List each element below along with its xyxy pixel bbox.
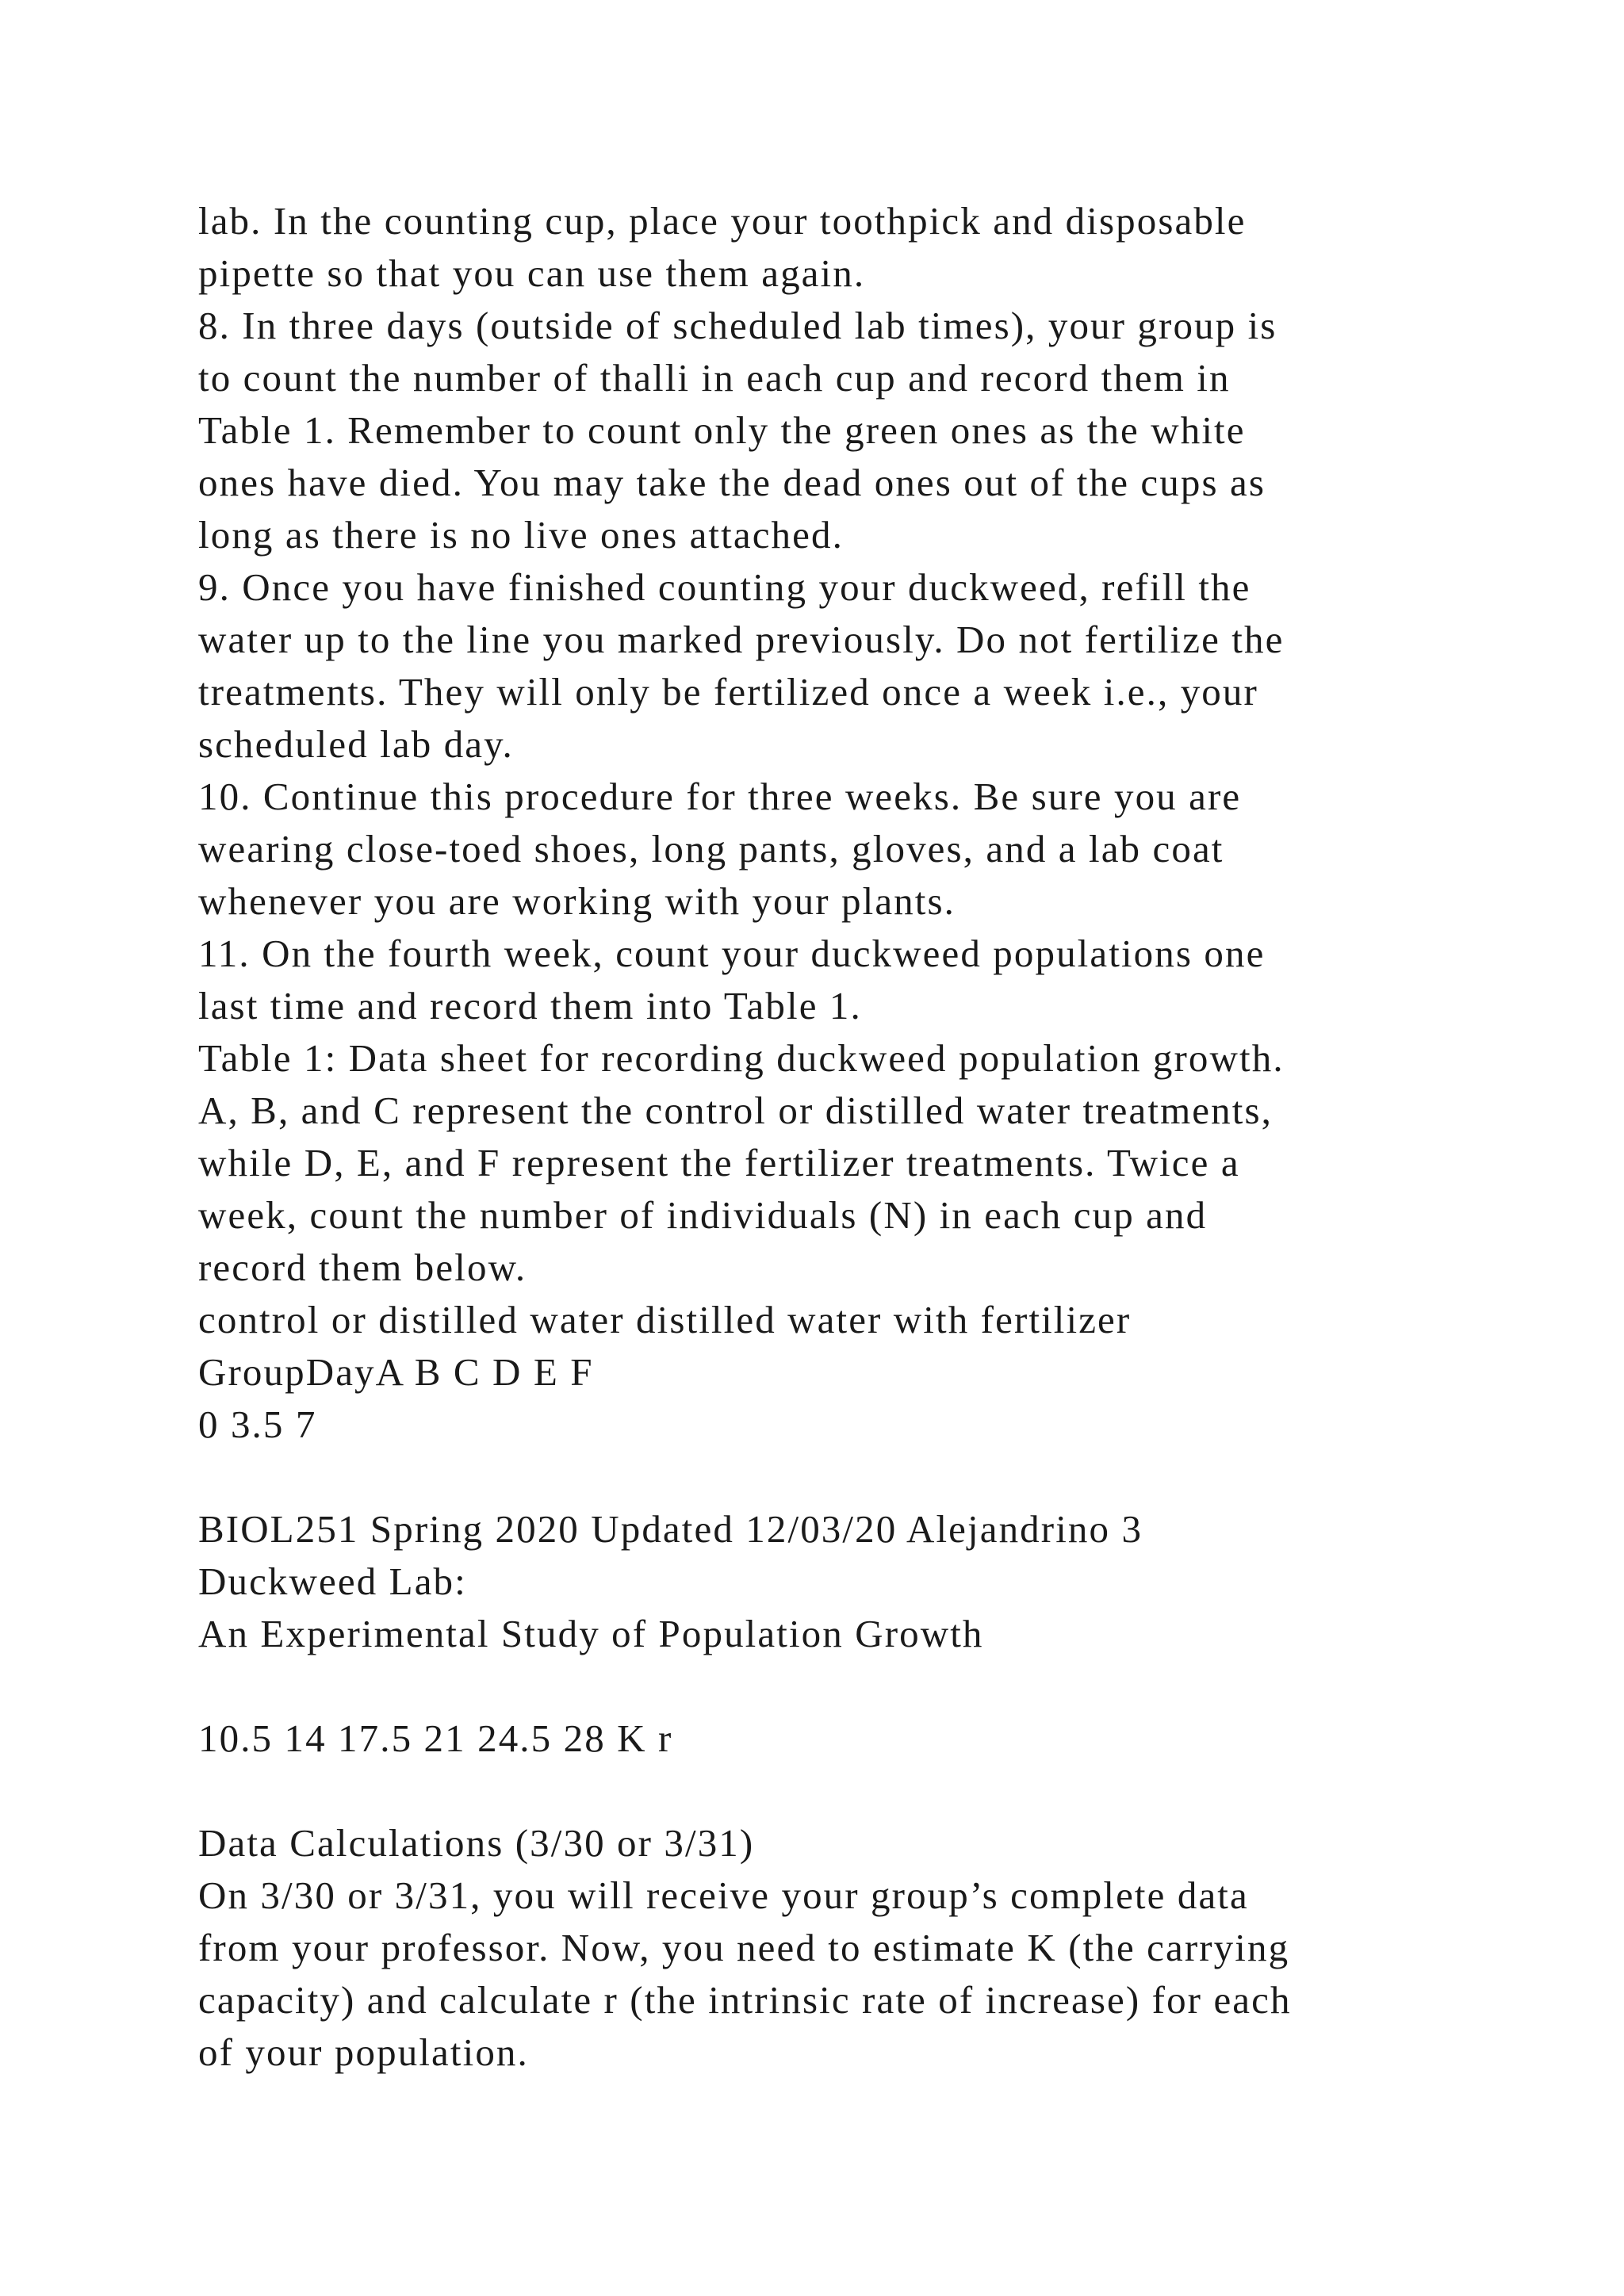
text-line: 10. Continue this procedure for three weeks. Be sure you are — [198, 775, 1242, 818]
table-caption-line: Table 1: Data sheet for recording duckweed population growth. — [198, 1036, 1285, 1080]
text-line: of your population. — [198, 2030, 529, 2074]
text-line: to count the number of thalli in each cup and record them in — [198, 356, 1231, 400]
text-line: lab. In the counting cup, place your toothpick and disposable — [198, 199, 1247, 243]
text-line: wearing close-toed shoes, long pants, gloves, and a lab coat — [198, 827, 1224, 871]
text-line: whenever you are working with your plants. — [198, 879, 956, 923]
table-header-line: control or distilled water distilled water with fertilizer — [198, 1298, 1132, 1341]
text-line: last time and record them into Table 1. — [198, 984, 862, 1027]
text-line: 11. On the fourth week, count your duckweed populations one — [198, 932, 1266, 975]
text-line: 8. In three days (outside of scheduled lab times), your group is — [198, 304, 1277, 347]
text-line: On 3/30 or 3/31, you will receive your group’s complete data — [198, 1873, 1249, 1917]
text-line: water up to the line you marked previously. Do not fertilize the — [198, 618, 1285, 661]
text-line: 9. Once you have finished counting your duckweed, refill the — [198, 565, 1251, 609]
text-line: capacity) and calculate r (the intrinsic rate of increase) for each — [198, 1978, 1292, 2022]
text-line: ones have died. You may take the dead ones out of the cups as — [198, 461, 1266, 504]
text-line: long as there is no live ones attached. — [198, 513, 844, 557]
page-header-line: BIOL251 Spring 2020 Updated 12/03/20 Alejandrino 3 — [198, 1507, 1143, 1551]
blank-line — [198, 1765, 1530, 1817]
table-caption-line: week, count the number of individuals (N) in each cup and — [198, 1193, 1208, 1237]
section-heading: Data Calculations (3/30 or 3/31) — [198, 1821, 755, 1865]
table-caption-line: A, B, and C represent the control or distilled water treatments, — [198, 1089, 1273, 1132]
table-caption-line: while D, E, and F represent the fertilizer treatments. Twice a — [198, 1141, 1240, 1184]
table-row-line: 10.5 14 17.5 21 24.5 28 K r — [198, 1716, 673, 1760]
text-line: scheduled lab day. — [198, 722, 514, 766]
text-line: from your professor. Now, you need to estimate K (the carrying — [198, 1926, 1290, 1969]
table-header-line: GroupDayA B C D E F — [198, 1350, 594, 1394]
text-line: treatments. They will only be fertilized once a week i.e., your — [198, 670, 1258, 714]
table-caption-line: record them below. — [198, 1246, 527, 1289]
table-row-line: 0 3.5 7 — [198, 1402, 317, 1446]
text-line: Table 1. Remember to count only the green ones as the white — [198, 408, 1246, 452]
blank-line — [198, 1660, 1530, 1712]
blank-line — [198, 1451, 1530, 1503]
document-title-line: Duckweed Lab: — [198, 1559, 467, 1603]
document-subtitle-line: An Experimental Study of Population Growth — [198, 1612, 984, 1655]
document-body — [198, 195, 1530, 2079]
text-line: pipette so that you can use them again. — [198, 251, 866, 295]
